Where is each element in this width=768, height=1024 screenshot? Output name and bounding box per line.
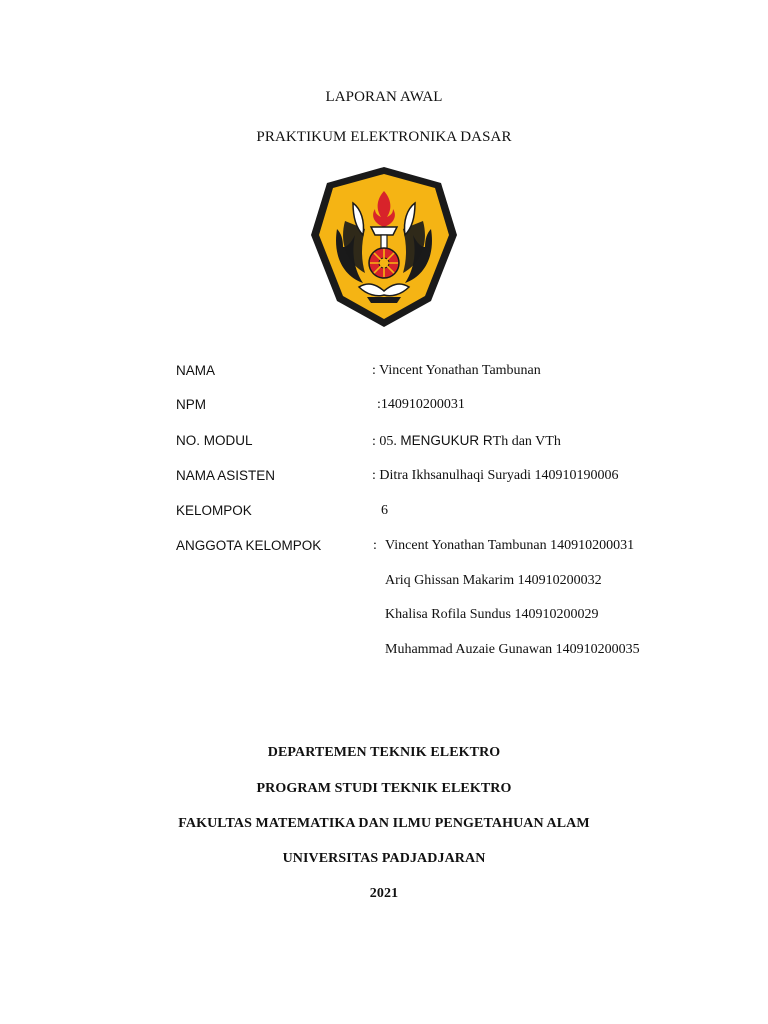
info-row-nama (0, 363, 768, 383)
label-asisten: NAMA ASISTEN (176, 468, 276, 483)
member-item: Muhammad Auzaie Gunawan 140910200035 (385, 642, 640, 657)
value-npm: :140910200031 (377, 397, 465, 412)
faculty-name: FAKULTAS MATEMATIKA DAN ILMU PENGETAHUAN ALAM (178, 816, 590, 831)
university-name: UNIVERSITAS PADJADJARAN (282, 851, 486, 866)
value-nama: : Vincent Yonathan Tambunan (372, 363, 541, 378)
value-kelompok: 6 (381, 503, 388, 518)
value-asisten: : Ditra Ikhsanulhaqi Suryadi 140910190006 (372, 468, 619, 483)
value-modul (372, 433, 561, 450)
label-anggota: ANGGOTA KELOMPOK (176, 538, 322, 553)
report-title: LAPORAN AWAL (325, 89, 443, 105)
member-item: Ariq Ghissan Makarim 140910200032 (385, 573, 602, 588)
modul-tail: Th dan VTh (492, 434, 561, 449)
department-name: DEPARTEMEN TEKNIK ELEKTRO (267, 745, 501, 760)
label-kelompok: KELOMPOK (176, 503, 252, 518)
info-row-npm (0, 397, 768, 417)
member-item: Vincent Yonathan Tambunan 140910200031 (385, 538, 635, 553)
modul-prefix: : 05. (372, 434, 401, 449)
label-npm: NPM (176, 397, 206, 412)
report-subtitle: PRAKTIKUM ELEKTRONIKA DASAR (256, 129, 512, 145)
info-row-anggota (0, 538, 768, 558)
info-row-modul (0, 433, 768, 453)
label-modul: NO. MODUL (176, 433, 253, 448)
info-row-kelompok (0, 503, 768, 523)
info-row-asisten (0, 468, 768, 488)
study-program: PROGRAM STUDI TEKNIK ELEKTRO (256, 781, 512, 796)
report-year: 2021 (369, 886, 399, 901)
anggota-colon: : (373, 538, 377, 553)
label-nama: NAMA (176, 363, 216, 378)
unpad-emblem-icon (303, 163, 465, 331)
modul-main: MENGUKUR R (400, 433, 493, 448)
member-item: Khalisa Rofila Sundus 140910200029 (385, 607, 599, 622)
